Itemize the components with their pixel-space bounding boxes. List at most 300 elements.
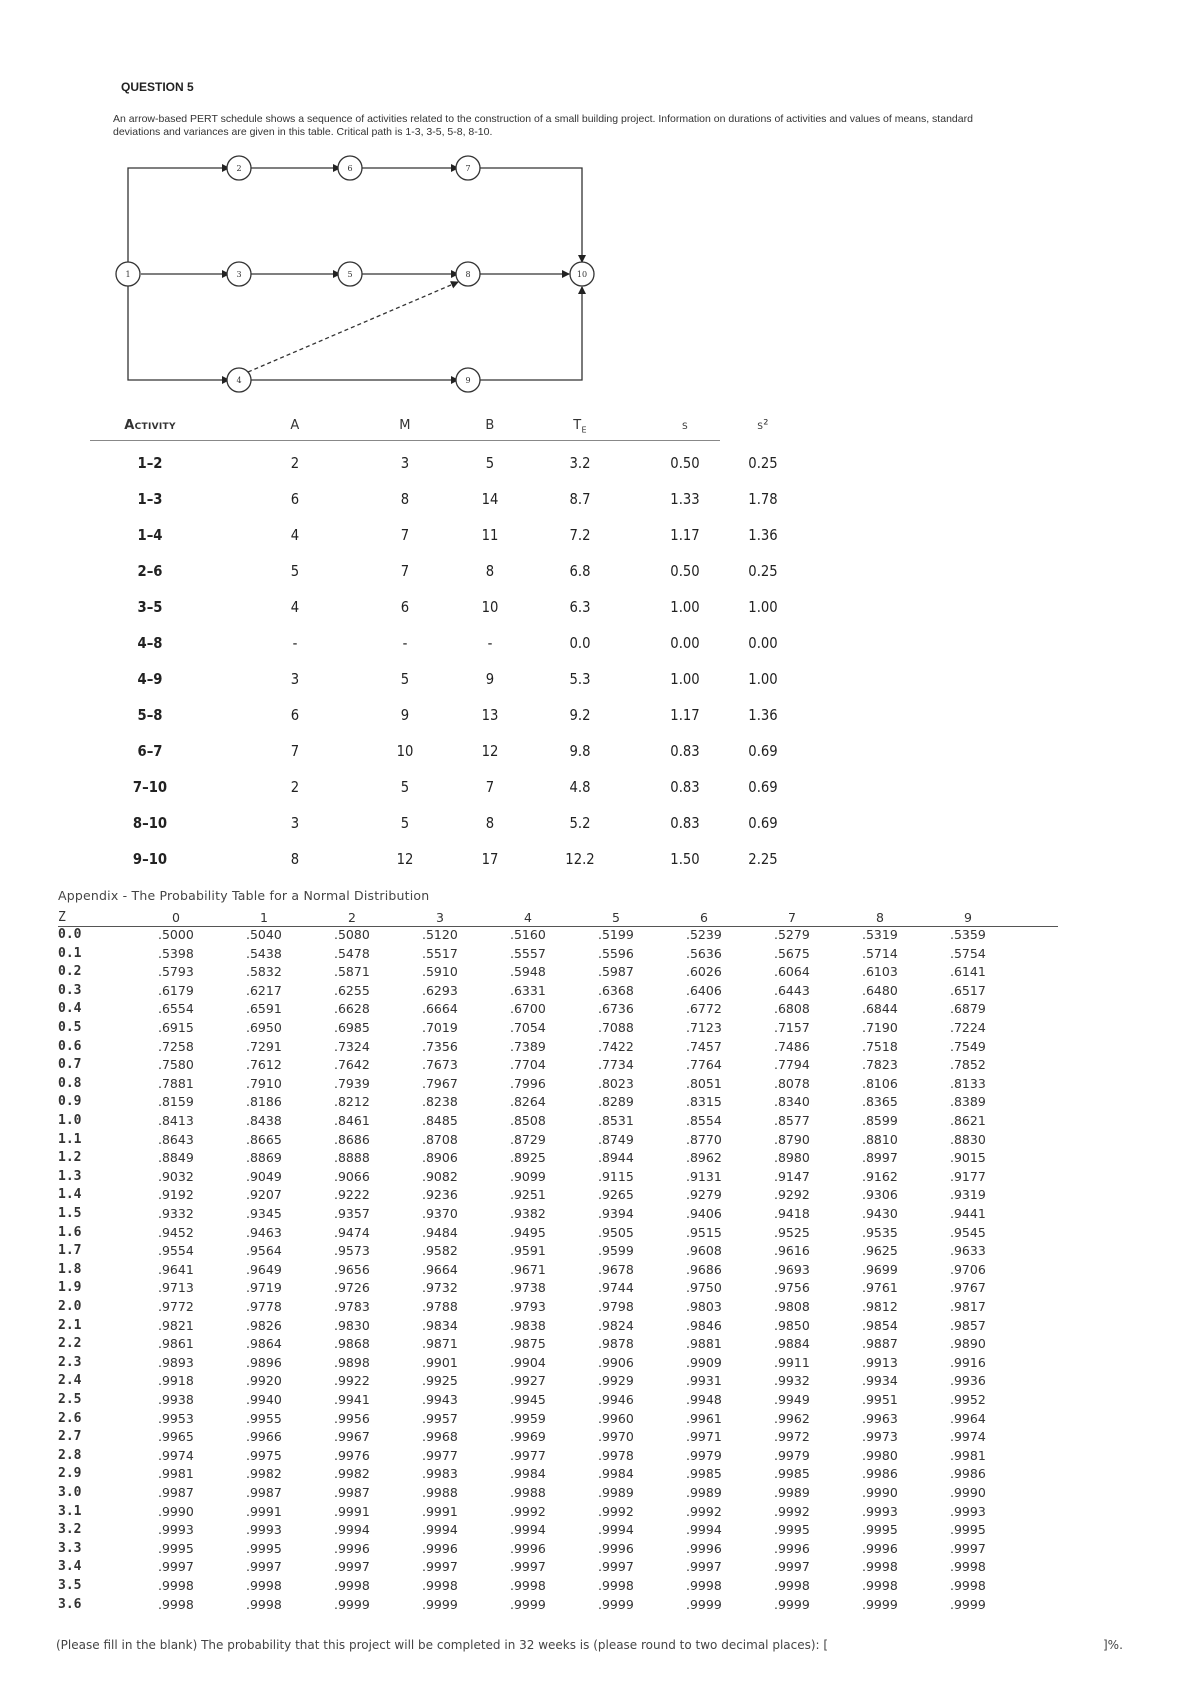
- activity-cell-s2: 1.00: [748, 598, 778, 616]
- activity-cell-b: 17: [481, 850, 499, 868]
- z-value: 0.0: [58, 927, 82, 942]
- z-prob-cell: .9960: [598, 1410, 634, 1426]
- z-value: 1.0: [58, 1113, 82, 1128]
- z-prob-cell: .9893: [158, 1354, 194, 1370]
- z-prob-cell: .5160: [510, 927, 546, 942]
- z-value: 0.5: [58, 1020, 82, 1035]
- z-prob-cell: .8944: [598, 1150, 634, 1166]
- z-prob-cell: .9911: [774, 1354, 810, 1370]
- z-table-row: [58, 1280, 1058, 1299]
- z-prob-cell: .9861: [158, 1336, 194, 1352]
- z-prob-cell: .7642: [334, 1057, 370, 1073]
- activity-cell-s: 1.00: [670, 670, 700, 688]
- z-prob-cell: .7734: [598, 1057, 634, 1073]
- z-prob-cell: .9998: [598, 1578, 634, 1593]
- header-b: B: [485, 418, 495, 433]
- z-prob-cell: .9951: [862, 1392, 898, 1407]
- z-prob-cell: .8340: [774, 1094, 810, 1110]
- z-value: 1.6: [58, 1224, 82, 1240]
- activity-cell-s: 1.17: [670, 706, 700, 724]
- z-prob-cell: .9554: [158, 1243, 194, 1259]
- z-prob-cell: .8315: [686, 1094, 722, 1110]
- activity-cell-b: 14: [481, 490, 499, 508]
- activity-cell-s: 1.33: [670, 490, 700, 508]
- edge-7-10: [478, 168, 582, 262]
- z-prob-cell: .9970: [598, 1429, 634, 1445]
- z-prob-cell: .9901: [422, 1354, 458, 1370]
- z-prob-cell: .9991: [422, 1503, 458, 1519]
- z-prob-cell: .7054: [510, 1020, 546, 1035]
- z-prob-cell: .9998: [158, 1578, 194, 1593]
- z-prob-cell: .7356: [422, 1038, 458, 1054]
- z-prob-cell: .9941: [334, 1392, 370, 1407]
- z-prob-cell: .7324: [334, 1038, 370, 1054]
- activity-cell-activity: 9–10: [132, 850, 168, 868]
- activity-cell-s2: 0.69: [748, 742, 778, 760]
- activity-cell-a: 2: [290, 778, 300, 796]
- z-prob-cell: .9996: [598, 1540, 634, 1556]
- z-prob-cell: .9952: [950, 1392, 986, 1407]
- z-prob-cell: .7910: [246, 1075, 282, 1091]
- z-col-header: 9: [964, 910, 972, 925]
- z-prob-cell: .9838: [510, 1317, 546, 1333]
- z-prob-cell: .7291: [246, 1038, 282, 1054]
- z-prob-cell: .7224: [950, 1020, 986, 1035]
- z-prob-cell: .9994: [510, 1522, 546, 1538]
- activity-row: [90, 526, 778, 556]
- activity-cell-b: 5: [485, 454, 495, 472]
- z-prob-cell: .7823: [862, 1057, 898, 1073]
- z-prob-cell: .9982: [246, 1466, 282, 1482]
- z-prob-cell: .9767: [950, 1280, 986, 1296]
- z-prob-cell: .9979: [686, 1447, 722, 1463]
- z-value: 0.8: [58, 1075, 82, 1091]
- z-prob-cell: .9993: [246, 1522, 282, 1538]
- z-value: 2.3: [58, 1354, 82, 1370]
- z-prob-cell: .9693: [774, 1261, 810, 1277]
- z-prob-cell: .9564: [246, 1243, 282, 1259]
- z-prob-cell: .9834: [422, 1317, 458, 1333]
- z-prob-cell: .9332: [158, 1206, 194, 1221]
- z-prob-cell: .9983: [422, 1466, 458, 1482]
- z-prob-cell: .5517: [422, 945, 458, 961]
- z-prob-cell: .9778: [246, 1299, 282, 1314]
- node-label-2: 2: [236, 164, 242, 173]
- z-prob-cell: .8554: [686, 1113, 722, 1128]
- z-prob-cell: .6331: [510, 982, 546, 998]
- z-prob-cell: .9920: [246, 1373, 282, 1389]
- z-prob-cell: .9251: [510, 1187, 546, 1203]
- z-prob-cell: .9699: [862, 1261, 898, 1277]
- z-value: 3.1: [58, 1503, 82, 1519]
- z-value: 2.7: [58, 1429, 82, 1445]
- z-prob-cell: .9678: [598, 1261, 634, 1277]
- z-prob-cell: .9732: [422, 1280, 458, 1296]
- z-table-row: [58, 1299, 1058, 1318]
- activity-cell-s2: 0.00: [748, 634, 778, 652]
- activity-cell-b: 8: [485, 814, 495, 832]
- z-prob-cell: .9131: [686, 1168, 722, 1184]
- z-prob-cell: .6915: [158, 1020, 194, 1035]
- activity-cell-m: 7: [400, 526, 410, 544]
- header-s: s: [681, 418, 688, 433]
- z-value: 0.9: [58, 1094, 82, 1110]
- z-prob-cell: .9999: [774, 1596, 810, 1612]
- z-prob-cell: .9969: [510, 1429, 546, 1445]
- z-table-row: [58, 1243, 1058, 1262]
- z-prob-cell: .9066: [334, 1168, 370, 1184]
- z-prob-cell: .9881: [686, 1336, 722, 1352]
- z-prob-cell: .9868: [334, 1336, 370, 1352]
- z-prob-cell: .9916: [950, 1354, 986, 1370]
- z-prob-cell: .5000: [158, 927, 194, 942]
- z-prob-cell: .6591: [246, 1001, 282, 1017]
- activity-cell-m: 6: [400, 598, 410, 616]
- z-header: Z: [58, 910, 66, 925]
- z-value: 1.3: [58, 1168, 82, 1184]
- z-prob-cell: .9998: [774, 1578, 810, 1593]
- z-prob-cell: .7157: [774, 1020, 810, 1035]
- z-value: 1.5: [58, 1206, 82, 1221]
- z-table-row: [58, 1169, 1058, 1188]
- z-prob-cell: .9850: [774, 1317, 810, 1333]
- activity-cell-te: 6.3: [569, 598, 591, 616]
- z-prob-cell: .9744: [598, 1280, 634, 1296]
- z-prob-cell: .9990: [862, 1485, 898, 1500]
- z-prob-cell: .5120: [422, 927, 458, 942]
- z-prob-cell: .9803: [686, 1299, 722, 1314]
- z-prob-cell: .9997: [158, 1559, 194, 1575]
- z-prob-cell: .8133: [950, 1075, 986, 1091]
- z-prob-cell: .9925: [422, 1373, 458, 1389]
- activity-cell-m: 12: [396, 850, 414, 868]
- activity-cell-m: 5: [400, 670, 410, 688]
- z-prob-cell: .8869: [246, 1150, 282, 1166]
- z-prob-cell: .7704: [510, 1057, 546, 1073]
- z-prob-cell: .5199: [598, 927, 634, 942]
- z-prob-cell: .8461: [334, 1113, 370, 1128]
- z-prob-cell: .9995: [246, 1540, 282, 1556]
- z-prob-cell: .9953: [158, 1410, 194, 1426]
- z-prob-cell: .9995: [158, 1540, 194, 1556]
- z-table-row: [58, 1392, 1058, 1411]
- z-prob-cell: .9987: [334, 1485, 370, 1500]
- z-prob-cell: .9788: [422, 1299, 458, 1314]
- z-prob-cell: .9649: [246, 1261, 282, 1277]
- z-prob-cell: .9974: [950, 1429, 986, 1445]
- z-prob-cell: .6700: [510, 1001, 546, 1017]
- z-prob-cell: .7190: [862, 1020, 898, 1035]
- z-prob-cell: .9998: [334, 1578, 370, 1593]
- z-prob-cell: .6844: [862, 1001, 898, 1017]
- appendix-title: Appendix - The Probability Table for a Normal Distribution: [58, 888, 430, 903]
- z-prob-cell: .9994: [686, 1522, 722, 1538]
- z-prob-cell: .9608: [686, 1243, 722, 1259]
- z-prob-cell: .9985: [774, 1466, 810, 1482]
- z-prob-cell: .8849: [158, 1150, 194, 1166]
- z-table-row: [58, 1132, 1058, 1151]
- edge-1-2: [128, 168, 229, 268]
- activity-cell-activity: 3–5: [137, 598, 163, 616]
- z-prob-cell: .9998: [246, 1596, 282, 1612]
- z-col-header: 4: [524, 910, 532, 925]
- z-prob-cell: .8389: [950, 1094, 986, 1110]
- z-prob-cell: .6141: [950, 964, 986, 980]
- z-prob-cell: .9783: [334, 1299, 370, 1314]
- z-table-row: [58, 1411, 1058, 1430]
- z-prob-cell: .9927: [510, 1373, 546, 1389]
- z-prob-cell: .8577: [774, 1113, 810, 1128]
- z-prob-cell: .9821: [158, 1317, 194, 1333]
- z-prob-cell: .7518: [862, 1038, 898, 1054]
- z-prob-cell: .8365: [862, 1094, 898, 1110]
- z-prob-cell: .6443: [774, 982, 810, 998]
- z-prob-cell: .8531: [598, 1113, 634, 1128]
- z-value: 3.3: [58, 1540, 82, 1556]
- z-table-row: [58, 1466, 1058, 1485]
- z-prob-cell: .8289: [598, 1094, 634, 1110]
- z-prob-cell: .5279: [774, 927, 810, 942]
- z-prob-cell: .9370: [422, 1206, 458, 1221]
- activity-cell-a: 3: [290, 670, 300, 688]
- z-prob-cell: .9996: [510, 1540, 546, 1556]
- activity-cell-te: 9.8: [569, 742, 591, 760]
- z-prob-cell: .9345: [246, 1206, 282, 1221]
- z-value: 0.2: [58, 964, 82, 980]
- activity-cell-activity: 7–10: [132, 778, 168, 796]
- z-prob-cell: .9997: [334, 1559, 370, 1575]
- z-prob-cell: .7881: [158, 1075, 194, 1091]
- z-prob-cell: .9943: [422, 1392, 458, 1407]
- z-prob-cell: .9441: [950, 1206, 986, 1221]
- z-prob-cell: .8729: [510, 1131, 546, 1147]
- z-prob-cell: .9962: [774, 1410, 810, 1426]
- z-prob-cell: .8186: [246, 1094, 282, 1110]
- z-prob-cell: .9162: [862, 1168, 898, 1184]
- z-prob-cell: .9726: [334, 1280, 370, 1296]
- activity-cell-s2: 1.36: [748, 526, 778, 544]
- activity-row: [90, 778, 778, 808]
- z-prob-cell: .7422: [598, 1038, 634, 1054]
- activity-cell-a: 5: [290, 562, 300, 580]
- z-prob-cell: .8962: [686, 1150, 722, 1166]
- activity-row: [90, 562, 778, 592]
- z-table-row: [58, 1373, 1058, 1392]
- answer-input[interactable]: [1051, 1634, 1103, 1654]
- z-prob-cell: .9986: [950, 1466, 986, 1482]
- fill-blank-suffix: ]%.: [1103, 1638, 1123, 1652]
- z-prob-cell: .9192: [158, 1187, 194, 1203]
- z-prob-cell: .5714: [862, 945, 898, 961]
- z-prob-cell: .7939: [334, 1075, 370, 1091]
- z-prob-cell: .5871: [334, 964, 370, 980]
- activity-cell-s: 0.83: [670, 814, 700, 832]
- z-prob-cell: .8023: [598, 1075, 634, 1091]
- z-prob-cell: .9999: [510, 1596, 546, 1612]
- z-prob-cell: .9207: [246, 1187, 282, 1203]
- z-prob-cell: .9987: [158, 1485, 194, 1500]
- z-value: 0.7: [58, 1057, 82, 1073]
- z-prob-cell: .9641: [158, 1261, 194, 1277]
- z-prob-cell: .7457: [686, 1038, 722, 1054]
- z-prob-cell: .9963: [862, 1410, 898, 1426]
- activity-cell-te: 12.2: [565, 850, 595, 868]
- z-value: 2.6: [58, 1410, 82, 1426]
- activity-row: [90, 490, 778, 520]
- z-prob-cell: .7486: [774, 1038, 810, 1054]
- z-prob-cell: .9974: [158, 1447, 194, 1463]
- z-prob-cell: .9750: [686, 1280, 722, 1296]
- z-prob-cell: .8925: [510, 1150, 546, 1166]
- z-value: 1.4: [58, 1187, 82, 1203]
- z-prob-cell: .9988: [510, 1485, 546, 1500]
- z-prob-cell: .5596: [598, 945, 634, 961]
- activity-cell-s: 1.00: [670, 598, 700, 616]
- z-prob-cell: .9049: [246, 1168, 282, 1184]
- activity-cell-s2: 0.69: [748, 778, 778, 796]
- z-prob-cell: .9998: [950, 1559, 986, 1575]
- z-prob-cell: .6179: [158, 982, 194, 998]
- z-prob-cell: .8238: [422, 1094, 458, 1110]
- z-prob-cell: .6406: [686, 982, 722, 998]
- activity-cell-m: 10: [396, 742, 414, 760]
- fill-blank-prompt: (Please fill in the blank) The probability that this project will be completed in 32 weeks is (please round to two decimal places): [: [56, 1638, 829, 1652]
- z-prob-cell: .9992: [510, 1503, 546, 1519]
- z-prob-cell: .9738: [510, 1280, 546, 1296]
- z-prob-cell: .9940: [246, 1392, 282, 1407]
- z-prob-cell: .9995: [950, 1522, 986, 1538]
- z-prob-cell: .9713: [158, 1280, 194, 1296]
- activity-cell-activity: 5–8: [137, 706, 163, 724]
- z-prob-cell: .5359: [950, 927, 986, 942]
- z-col-header: 2: [348, 910, 356, 925]
- z-prob-cell: .5675: [774, 945, 810, 961]
- z-prob-cell: .9756: [774, 1280, 810, 1296]
- z-prob-cell: .8413: [158, 1113, 194, 1128]
- z-prob-cell: .7019: [422, 1020, 458, 1035]
- activity-cell-s: 0.50: [670, 562, 700, 580]
- z-prob-cell: .7794: [774, 1057, 810, 1073]
- z-prob-cell: .9798: [598, 1299, 634, 1314]
- activity-cell-activity: 4–8: [137, 634, 163, 652]
- z-prob-cell: .9484: [422, 1224, 458, 1240]
- node-label-6: 6: [347, 164, 353, 173]
- edge-9-10: [478, 287, 582, 380]
- z-value: 2.1: [58, 1317, 82, 1333]
- z-prob-cell: .9994: [334, 1522, 370, 1538]
- header-a: A: [290, 418, 300, 433]
- z-prob-cell: .9989: [598, 1485, 634, 1500]
- z-prob-cell: .7258: [158, 1038, 194, 1054]
- z-prob-cell: .7852: [950, 1057, 986, 1073]
- z-value: 2.5: [58, 1392, 82, 1407]
- z-prob-cell: .6480: [862, 982, 898, 998]
- z-prob-cell: .9992: [686, 1503, 722, 1519]
- z-prob-cell: .9686: [686, 1261, 722, 1277]
- z-prob-cell: .8621: [950, 1113, 986, 1128]
- z-prob-cell: .7549: [950, 1038, 986, 1054]
- activity-cell-a: 4: [290, 598, 300, 616]
- activity-cell-te: 5.3: [569, 670, 591, 688]
- activity-row: [90, 742, 778, 772]
- z-prob-cell: .9990: [158, 1503, 194, 1519]
- z-prob-cell: .9965: [158, 1429, 194, 1445]
- z-prob-cell: .9878: [598, 1336, 634, 1352]
- activity-cell-a: 3: [290, 814, 300, 832]
- z-prob-cell: .9993: [862, 1503, 898, 1519]
- z-prob-cell: .5040: [246, 927, 282, 942]
- z-prob-cell: .9949: [774, 1392, 810, 1407]
- z-prob-cell: .9991: [334, 1503, 370, 1519]
- z-prob-cell: .9968: [422, 1429, 458, 1445]
- z-prob-cell: .9505: [598, 1224, 634, 1240]
- activity-row: [90, 814, 778, 844]
- z-prob-cell: .8830: [950, 1131, 986, 1147]
- z-prob-cell: .8708: [422, 1131, 458, 1147]
- z-prob-cell: .9998: [862, 1559, 898, 1575]
- z-prob-cell: .9999: [950, 1596, 986, 1612]
- z-prob-cell: .8264: [510, 1094, 546, 1110]
- z-value: 2.4: [58, 1373, 82, 1389]
- activity-cell-te: 6.8: [569, 562, 591, 580]
- z-prob-cell: .9573: [334, 1243, 370, 1259]
- z-prob-cell: .7123: [686, 1020, 722, 1035]
- z-prob-cell: .9099: [510, 1168, 546, 1184]
- z-prob-cell: .9936: [950, 1373, 986, 1389]
- z-prob-cell: .9871: [422, 1336, 458, 1352]
- z-prob-cell: .9656: [334, 1261, 370, 1277]
- z-value: 0.3: [58, 982, 82, 998]
- node-label-10: 10: [576, 270, 588, 279]
- z-value: 2.2: [58, 1336, 82, 1352]
- z-table-row: [58, 1001, 1058, 1020]
- z-prob-cell: .9706: [950, 1261, 986, 1277]
- z-prob-cell: .8438: [246, 1113, 282, 1128]
- edge-4-8-dummy: [248, 282, 458, 372]
- z-prob-cell: .9887: [862, 1336, 898, 1352]
- activity-cell-activity: 1–4: [137, 526, 163, 544]
- z-prob-cell: .9998: [510, 1578, 546, 1593]
- activity-cell-activity: 1–3: [137, 490, 163, 508]
- z-prob-cell: .9976: [334, 1447, 370, 1463]
- z-prob-cell: .8686: [334, 1131, 370, 1147]
- z-prob-cell: .9418: [774, 1206, 810, 1221]
- z-prob-cell: .9967: [334, 1429, 370, 1445]
- header-te: $T_E$: [573, 418, 587, 435]
- z-prob-cell: .5636: [686, 945, 722, 961]
- activity-cell-activity: 1–2: [137, 454, 163, 472]
- z-prob-cell: .9306: [862, 1187, 898, 1203]
- z-col-header: 6: [700, 910, 708, 925]
- z-prob-cell: .7967: [422, 1075, 458, 1091]
- z-prob-cell: .9582: [422, 1243, 458, 1259]
- z-prob-cell: .7389: [510, 1038, 546, 1054]
- activity-cell-s2: 0.69: [748, 814, 778, 832]
- z-value: 3.0: [58, 1485, 82, 1500]
- z-prob-cell: .9985: [686, 1466, 722, 1482]
- z-prob-cell: .9430: [862, 1206, 898, 1221]
- edge-1-4: [128, 280, 229, 380]
- z-prob-cell: .8051: [686, 1075, 722, 1091]
- activity-cell-a: 2: [290, 454, 300, 472]
- z-prob-cell: .9993: [158, 1522, 194, 1538]
- z-table-row: [58, 1559, 1058, 1578]
- z-table-row: [58, 1057, 1058, 1076]
- activity-cell-te: 5.2: [569, 814, 591, 832]
- z-prob-cell: .5478: [334, 945, 370, 961]
- z-prob-cell: .7612: [246, 1057, 282, 1073]
- activity-cell-s: 1.17: [670, 526, 700, 544]
